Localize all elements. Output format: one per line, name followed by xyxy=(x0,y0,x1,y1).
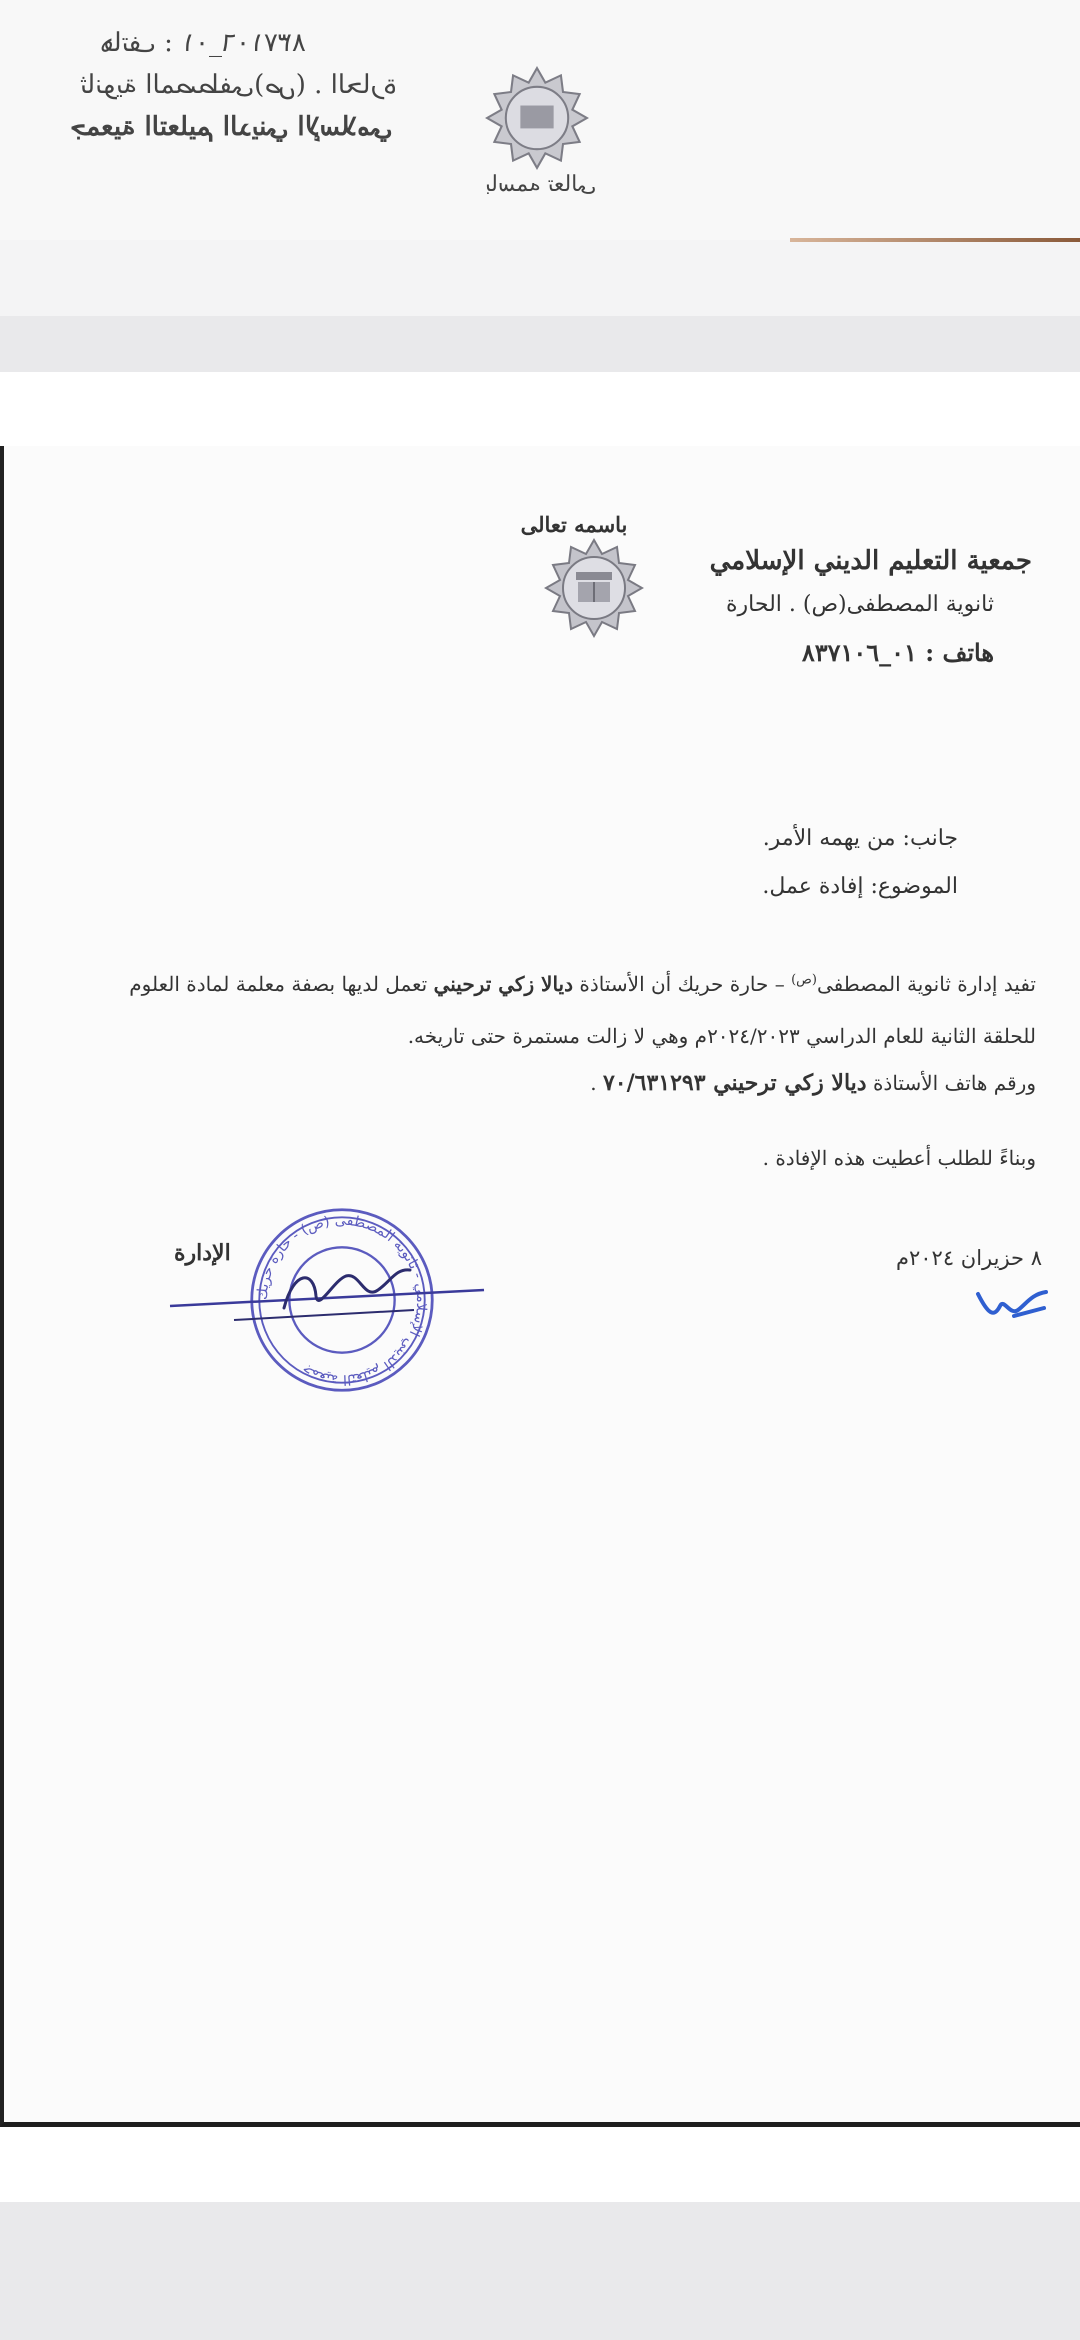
page-edge-line xyxy=(790,238,1080,242)
previous-page-paper xyxy=(0,0,1080,240)
stamp-ring-text: جمعية التعليم الديني الإسلامي - ثانوية المصطفى (ص) - حارة حريك xyxy=(254,1212,430,1388)
closing-line: وبناءً للطلب أعطيت هذه الإفادة . xyxy=(762,1146,1036,1170)
invocation: باسمه تعالى xyxy=(520,512,628,537)
mirrored-phone-line: هاتف : ٠١_٨٣٧١٠٦ xyxy=(100,28,306,58)
mirrored-caption: باسمه تعالى xyxy=(485,172,597,197)
school-seal-icon xyxy=(544,538,644,638)
subject-line: الموضوع: إفادة عمل. xyxy=(762,874,958,899)
body-line-1-sup: (ص) xyxy=(791,972,817,988)
body-line-2: للحلقة الثانية للعام الدراسي ٢٠٢٤/٢٠٢٣م وهي لا زالت مستمرة حتى تاريخه. xyxy=(407,1024,1036,1048)
letter-page xyxy=(0,372,1080,2202)
recipient-line: جانب: من يهمه الأمر. xyxy=(762,826,958,851)
body-line-3-end: . xyxy=(590,1071,603,1095)
body-line-1-mid: – حارة حريك أن الأستاذة xyxy=(573,972,792,996)
mirrored-school-line: ثانوية المصطفى(ص) . الحارة xyxy=(80,70,397,100)
mirrored-seal-icon xyxy=(485,66,589,170)
school-name: ثانوية المصطفى(ص) . الحارة xyxy=(726,592,994,617)
body-line-1-end: تعمل لديها بصفة معلمة لمادة العلوم xyxy=(129,972,434,996)
previous-page xyxy=(0,0,1080,316)
signature-label: الإدارة xyxy=(174,1240,231,1266)
letter-sheet xyxy=(0,446,1080,2127)
body-line-3-start: ورقم هاتف الأستاذة xyxy=(866,1071,1036,1095)
mirrored-org-line: جمعية التعليم الديني الإسلامي xyxy=(70,112,393,142)
body-line-3 xyxy=(590,1070,1036,1096)
teacher-phone: ديالا زكي ترحيني ٧٠/٦٣١٢٩٣ xyxy=(602,1070,867,1096)
director-signature-icon xyxy=(164,1250,504,1330)
body-line-1-start: تفيد إدارة ثانوية المصطفى xyxy=(816,972,1036,996)
organization-name: جمعية التعليم الديني الإسلامي xyxy=(709,546,1032,576)
body-line-1 xyxy=(129,972,1036,996)
teacher-name: ديالا زكي ترحيني xyxy=(433,972,574,996)
school-phone: هاتف : ٠١_٨٣٧١٠٦ xyxy=(801,638,994,667)
letter-date: ٨ حزيران ٢٠٢٤م xyxy=(895,1246,1042,1270)
date-initials-icon xyxy=(974,1286,1050,1326)
